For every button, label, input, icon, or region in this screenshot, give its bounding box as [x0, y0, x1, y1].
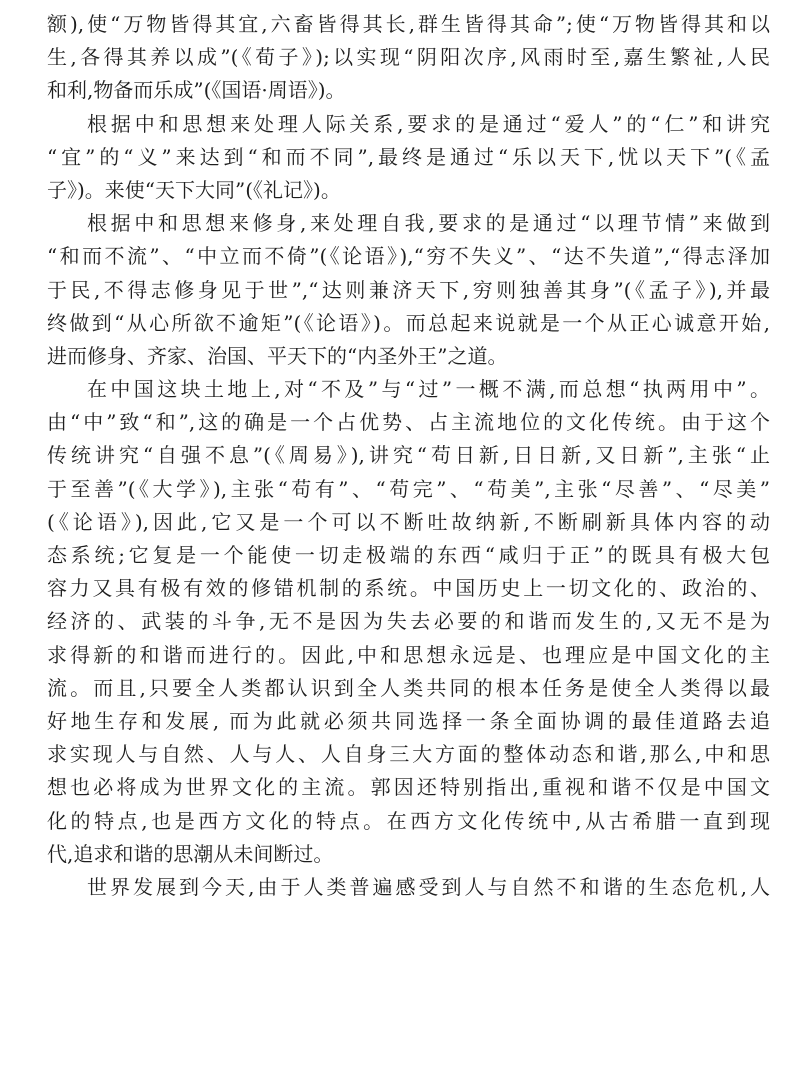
paragraph	[47, 871, 770, 904]
paragraph	[47, 373, 770, 871]
text-line: 在中国这块土地上,对“不及”与“过”一概不满,而总想“执两用中”。	[87, 377, 770, 402]
text-line: 额),使“万物皆得其宜,六畜皆得其长,群生皆得其命”;使“万物皆得其和以	[47, 12, 770, 36]
text-line: 求实现人与自然、人与人、人自身三大方面的整体动态和谐,那么,中和思	[47, 742, 770, 767]
paragraph	[47, 8, 770, 108]
paragraph	[47, 108, 770, 208]
text-line: “和而不流”、“中立而不倚”(《论语》),“穷不失义”、“达不失道”,“得志泽加	[47, 244, 770, 269]
text-line: 容力又具有极有效的修错机制的系统。中国历史上一切文化的、政治的、	[47, 576, 770, 601]
text-line: 好地生存和发展, 而为此就必须共同选择一条全面协调的最佳道路去追	[47, 708, 770, 733]
text-line: 根据中和思想来处理人际关系,要求的是通过“爱人”的“仁”和讲究	[87, 111, 770, 136]
text-line: 态系统;它复是一个能使一切走极端的东西“咸归于正”的既具有极大包	[47, 543, 770, 567]
text-line: 流。而且,只要全人类都认识到全人类共同的根本任务是使全人类得以最	[47, 675, 770, 700]
text-line: “宜”的“义”来达到“和而不同”,最终是通过“乐以天下,忧以天下”(《孟	[47, 144, 770, 169]
text-line: 子》)。来使“天下大同”(《礼记》)。	[47, 177, 341, 202]
text-line: 世界发展到今天,由于人类普遍感受到人与自然不和谐的生态危机,人	[87, 874, 770, 899]
text-line: 求得新的和谐而进行的。因此,中和思想永远是、也理应是中国文化的主	[47, 642, 770, 667]
text-line: 根据中和思想来修身,来处理自我,要求的是通过“以理节情”来做到	[87, 211, 770, 236]
text-line: 传统讲究“自强不息”(《周易》),讲究“苟日新,日日新,又日新”,主张“止	[47, 443, 770, 468]
paragraph	[47, 207, 770, 373]
text-line: 化的特点,也是西方文化的特点。在西方文化传统中,从古希腊一直到现	[47, 808, 770, 833]
text-line: 进而修身、齐家、治国、平天下的“内圣外王”之道。	[47, 343, 508, 368]
body-text	[47, 8, 770, 904]
text-line: 经济的、武装的斗争,无不是因为失去必要的和谐而发生的,又无不是为	[47, 609, 770, 634]
text-line: 生,各得其养以成”(《荀子》);以实现“阴阳次序,风雨时至,嘉生繁祉,人民	[47, 45, 770, 70]
text-line: 和利,物备而乐成”(《国语·周语》)。	[47, 78, 346, 103]
text-line: 代,追求和谐的思潮从未间断过。	[47, 841, 334, 866]
text-line: 于民,不得志修身见于世”,“达则兼济天下,穷则独善其身”(《孟子》),并最	[47, 277, 770, 302]
text-line: 于至善”(《大学》),主张“苟有”、“苟完”、“苟美”,主张“尽善”、“尽美”	[47, 476, 770, 501]
text-line: 终做到“从心所欲不逾矩”(《论语》)。而总起来说就是一个从正心诚意开始,	[47, 310, 770, 335]
text-line: (《论语》),因此,它又是一个可以不断吐故纳新,不断刷新具体内容的动	[47, 509, 770, 534]
text-line: 由“中”致“和”,这的确是一个占优势、占主流地位的文化传统。由于这个	[47, 410, 770, 435]
text-line: 想也必将成为世界文化的主流。郭因还特别指出,重视和谐不仅是中国文	[47, 775, 770, 800]
